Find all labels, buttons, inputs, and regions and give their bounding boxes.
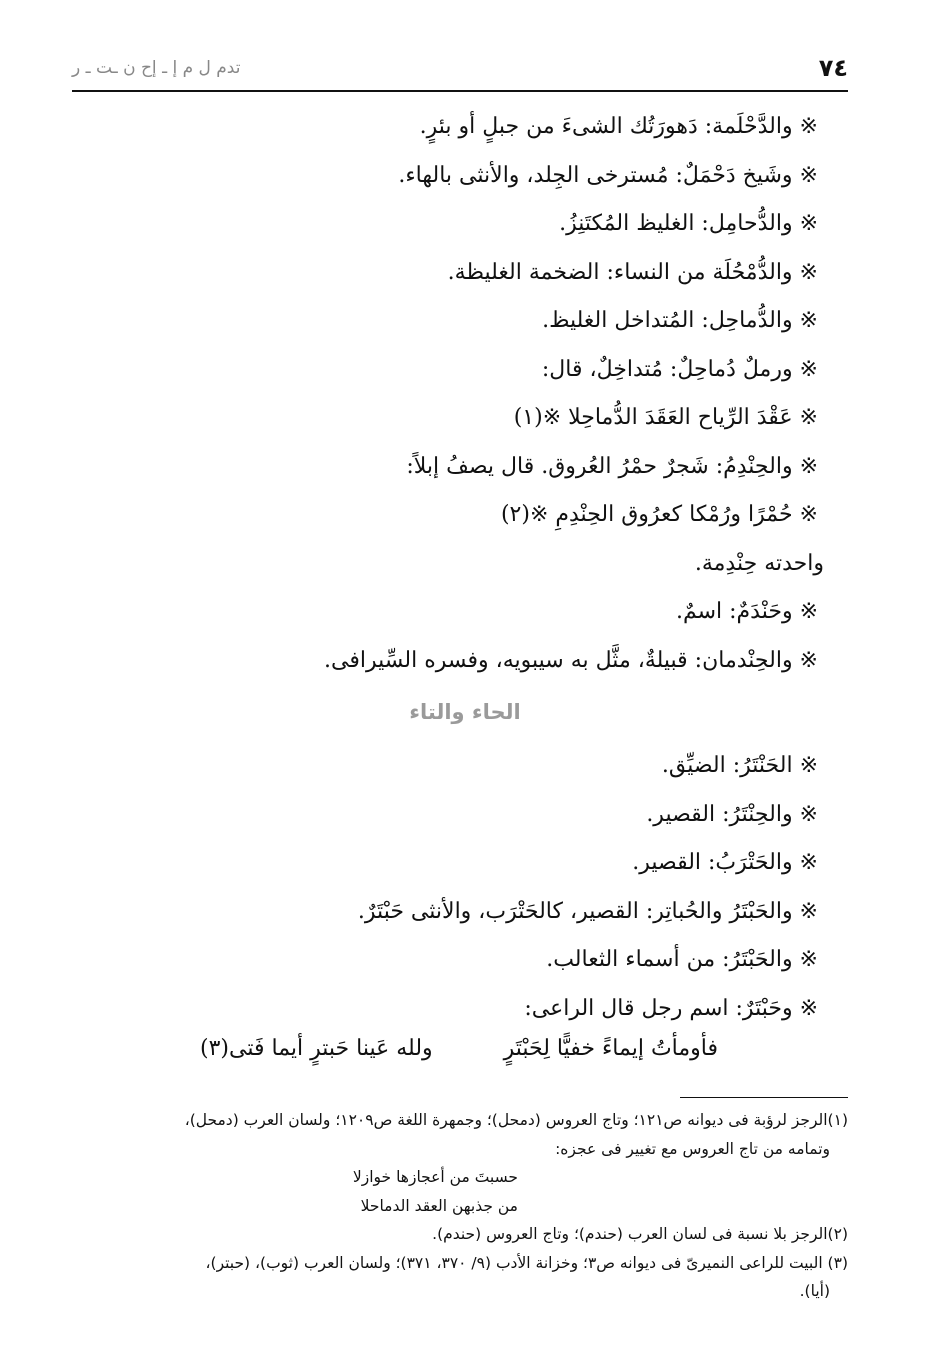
footnote-line: (أيا). — [799, 1282, 830, 1300]
footnote-rule — [680, 1097, 848, 1098]
entry-line: ※ والحِنْتَرُ: القصير. — [646, 801, 818, 827]
entry-line: ※ والدَّحْلَمة: دَهورَتُك الشىءَ من جبلٍ أو بئرٍ. — [419, 114, 818, 139]
verse-second-hemistich: ولله عَينا حَبترٍ أيما فَتى(٣) — [200, 1036, 433, 1061]
footnotes — [72, 1106, 848, 1306]
entry-line: ※ والدُّحامِل: الغليظ المُكتَنِزُ. — [559, 211, 818, 236]
entry-line: ※ ورملٌ دُماحِلٌ: مُتداخِلٌ، قال: — [541, 356, 818, 382]
page-number: ٧٤ — [818, 54, 848, 82]
entry-line: ※ وشَيخ دَحْمَلٌ: مُسترخى الجِلد، والأنثى بالهاء. — [398, 162, 818, 188]
entry-line: ※ والدُّماحِل: المُتداخل الغليظ. — [542, 308, 818, 333]
poem-verse — [200, 1024, 718, 1074]
verse-line: ※ عَقْدَ الرِّياح العَقَدَ الدُّماحِلا ※(١) — [513, 405, 818, 430]
dictionary-entries — [220, 103, 824, 685]
footnote-line: (٣) البيت للراعى النميرىّ فى ديوانه ص٣؛ وخزانة الأدب (٩/ ٣٧٠، ٣٧١)؛ ولسان العرب (ثوب)، (حبتر)، — [205, 1253, 848, 1272]
footnote-poem-line: من جذبهن العقد الدماحلا — [360, 1196, 518, 1215]
footnote-line: (١)الرجز لرؤبة فى ديوانه ص١٢١؛ وتاج العروس (دمحل)؛ وجمهرة اللغة ص١٢٠٩؛ ولسان العرب (دمحل)، — [184, 1111, 848, 1129]
dictionary-entries-section-2 — [200, 742, 818, 1033]
entry-line: ※ الحَنْتَرُ: الضيِّق. — [661, 753, 818, 778]
entry-line: ※ وحَنْدَمٌ: اسمٌ. — [675, 599, 818, 624]
running-title: تدم ل م إ ـ إح ن ـت ـ ر — [72, 58, 241, 78]
entry-line: ※ والحِنْدمان: قبيلةٌ، مثَّل به سيبويه، وفسره السِّيرافى. — [324, 647, 818, 673]
header-rule — [72, 90, 848, 92]
section-heading: الحاء والتاء — [409, 700, 521, 724]
footnote-poem-line: حسبتَ من أعجازها خوازلا — [352, 1168, 518, 1186]
footnote-line: (٢)الرجز بلا نسبة فى لسان العرب (حندم)؛ وتاج العروس (حندم). — [432, 1225, 848, 1243]
entry-line: ※ والحَبْتَرُ: من أسماء الثعالب. — [546, 947, 818, 972]
entry-line: واحدته حِنْدِمة. — [694, 550, 824, 576]
verse-line: ※ حُمْرًا ورُمْكا كعرُوق الحِنْدِمِ ※(٢) — [500, 502, 818, 527]
entry-line: ※ والحَتْرَبُ: القصير. — [632, 850, 818, 875]
entry-line: ※ وحَبْتَرٌ: اسم رجل قال الراعى: — [524, 995, 818, 1021]
verse-first-hemistich: فأومأتُ إيماءً خفيًّا لِحَبْتَرٍ — [503, 1036, 718, 1061]
entry-line: ※ والدُّمْحُلَة من النساء: الضخمة الغليظة. — [447, 259, 818, 285]
page-header — [72, 50, 848, 90]
entry-line: ※ والحِنْدِمُ: شَجرٌ حمْرُ العُروق. قال يصفُ إبلاً: — [406, 453, 818, 479]
entry-line: ※ والحَبْتَرُ والحُباتِر: القصير، كالحَتْرَب، والأنثى حَبْتَرٌ. — [357, 898, 818, 924]
footnote-line: وتمامه من تاج العروس مع تغيير فى عجزه: — [555, 1139, 830, 1158]
